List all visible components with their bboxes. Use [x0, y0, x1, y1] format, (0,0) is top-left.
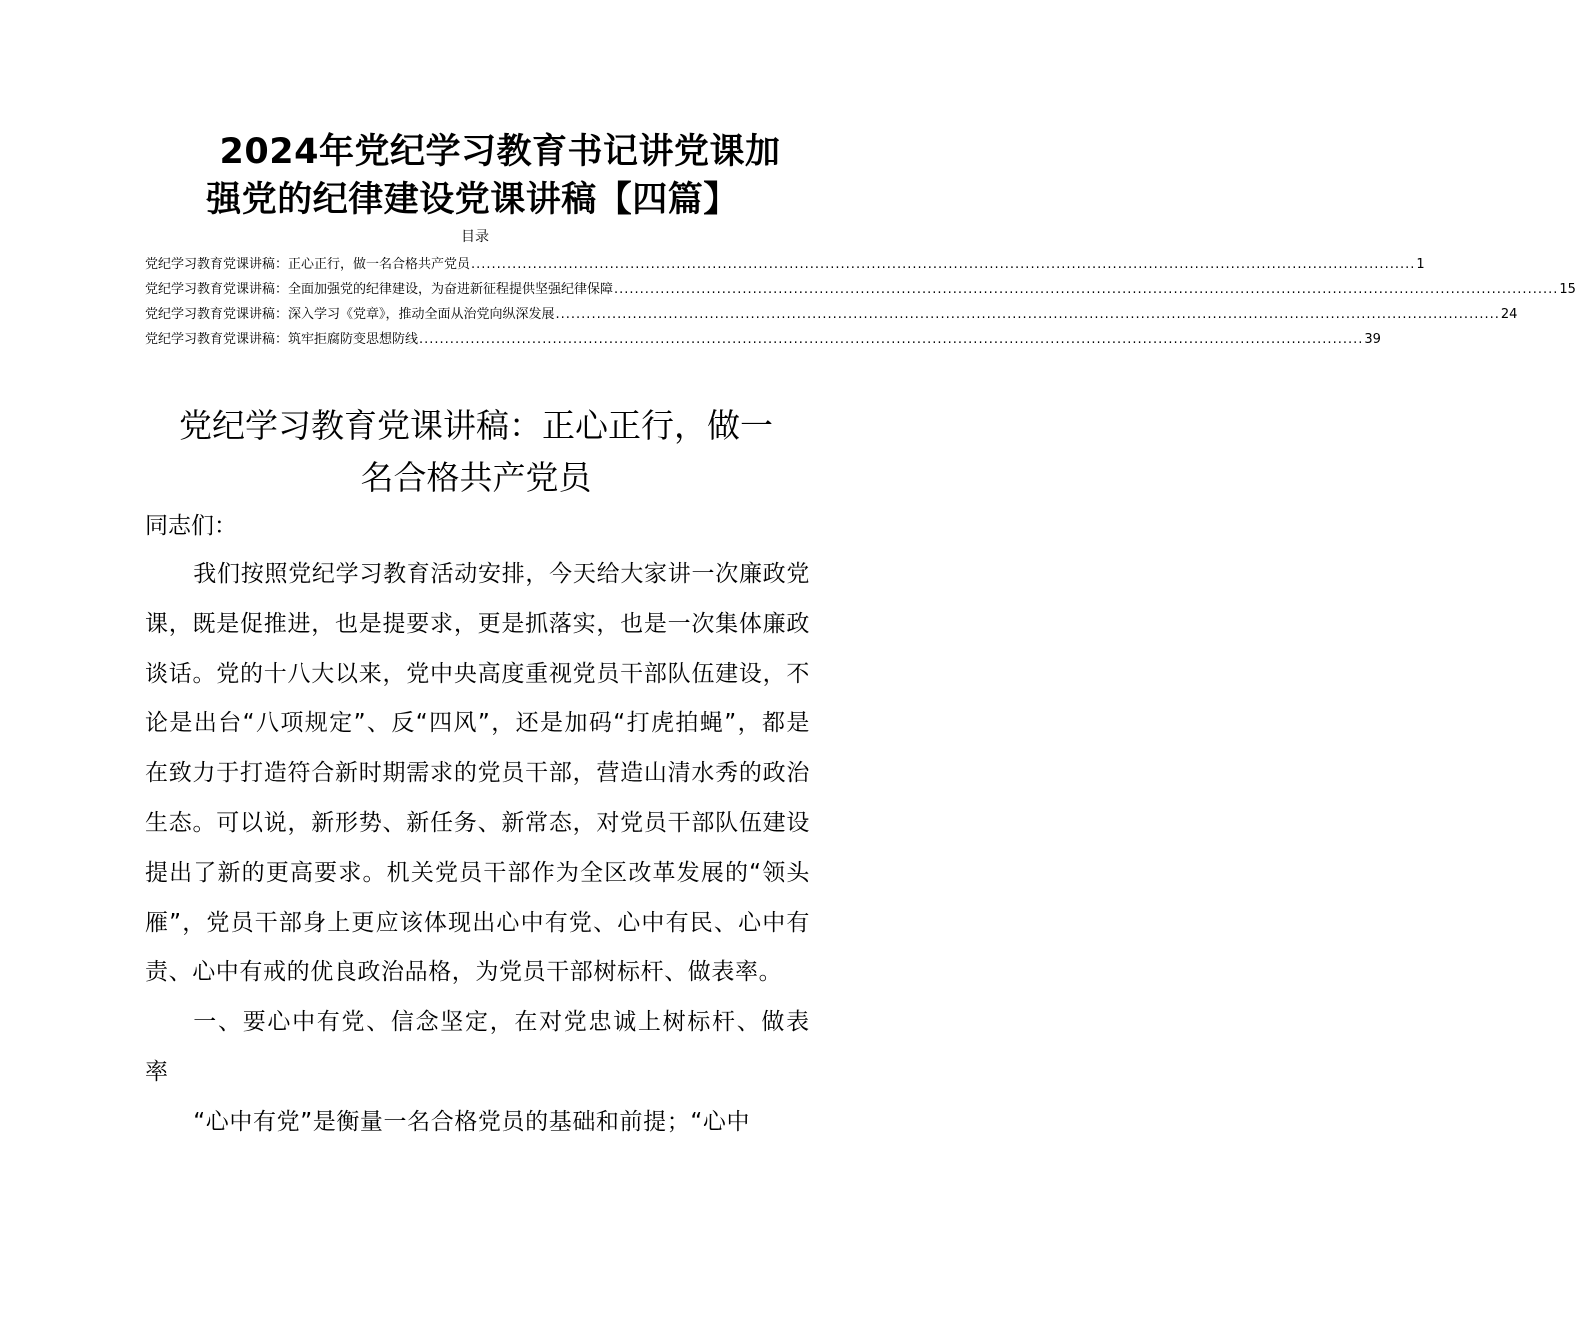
toc-entry[interactable] [145, 277, 1576, 302]
toc-entry-page: 39 [1364, 332, 1381, 347]
toc-entry-title: 党纪学习教育党课讲稿：筑牢拒腐防变思想防线 [145, 332, 419, 347]
toc-entry-title: 党纪学习教育党课讲稿：全面加强党的纪律建设，为奋进新征程提供坚强纪律保障 [145, 282, 614, 297]
toc-entry-page: 24 [1500, 307, 1518, 322]
toc-leader-dots: ........................................................................................................................................................................................ [471, 257, 1416, 272]
toc-heading: 目录 [461, 229, 489, 245]
toc-entry-title: 党纪学习教育党课讲稿：正心正行，做一名合格共产党员 [145, 257, 471, 272]
section-title [145, 400, 807, 504]
document-title-line2: 强党的纪律建设党课讲稿【四篇】 [206, 180, 739, 220]
toc-leader-dots: ........................................................................................................................................................................................ [419, 332, 1364, 347]
toc-leader-dots: ........................................................................................................................................................................................ [555, 307, 1500, 322]
table-of-contents [145, 252, 1576, 352]
toc-entry[interactable] [145, 252, 1425, 277]
paragraph: “心中有党”是衡量一名合格党员的基础和前提；“心中 [193, 1108, 751, 1135]
document-title-line1: 2024年党纪学习教育书记讲党课加 [219, 132, 781, 172]
toc-entry-title: 党纪学习教育党课讲稿：深入学习《党章》，推动全面从治党向纵深发展 [145, 307, 555, 322]
toc-entry-page: 1 [1416, 257, 1425, 272]
toc-entry[interactable] [145, 327, 1381, 352]
paragraph: 我们按照党纪学习教育活动安排，今天给大家讲一次廉政党课，既是促推进，也是提要求，更是抓落实，也是一次集体廉政谈话。党的十八大以来，党中央高度重视党员干部队伍建设，不论是出台“八项规定”、反“四风”，还是加码“打虎拍蝇”，都是在致力于打造符合新时期需求的党员干部，营造山清水秀的政治生态。可以说，新形势、新任务、新常态，对党员干部队伍建设提出了新的更高要求。机关党员干部作为全区改革发展的“领头雁”，党员干部身上更应该体现出心中有党、心中有民、心中有责、心中有戒的优良政治品格，为党员干部树标杆、做表率。 [145, 561, 810, 986]
section-title-line1: 党纪学习教育党课讲稿：正心正行，做一 [179, 406, 773, 445]
toc-entry-page: 15 [1559, 282, 1576, 297]
document-title [145, 128, 815, 224]
greeting: 同志们： [145, 513, 237, 539]
subheading: 一、要心中有党、信念坚定，在对党忠诚上树标杆、做表率 [145, 1009, 810, 1085]
toc-entry[interactable] [145, 302, 1518, 327]
toc-leader-dots: ........................................................................................................................................................................................ [614, 282, 1559, 297]
body-text [145, 550, 810, 1148]
section-title-line2: 名合格共产党员 [360, 458, 592, 497]
